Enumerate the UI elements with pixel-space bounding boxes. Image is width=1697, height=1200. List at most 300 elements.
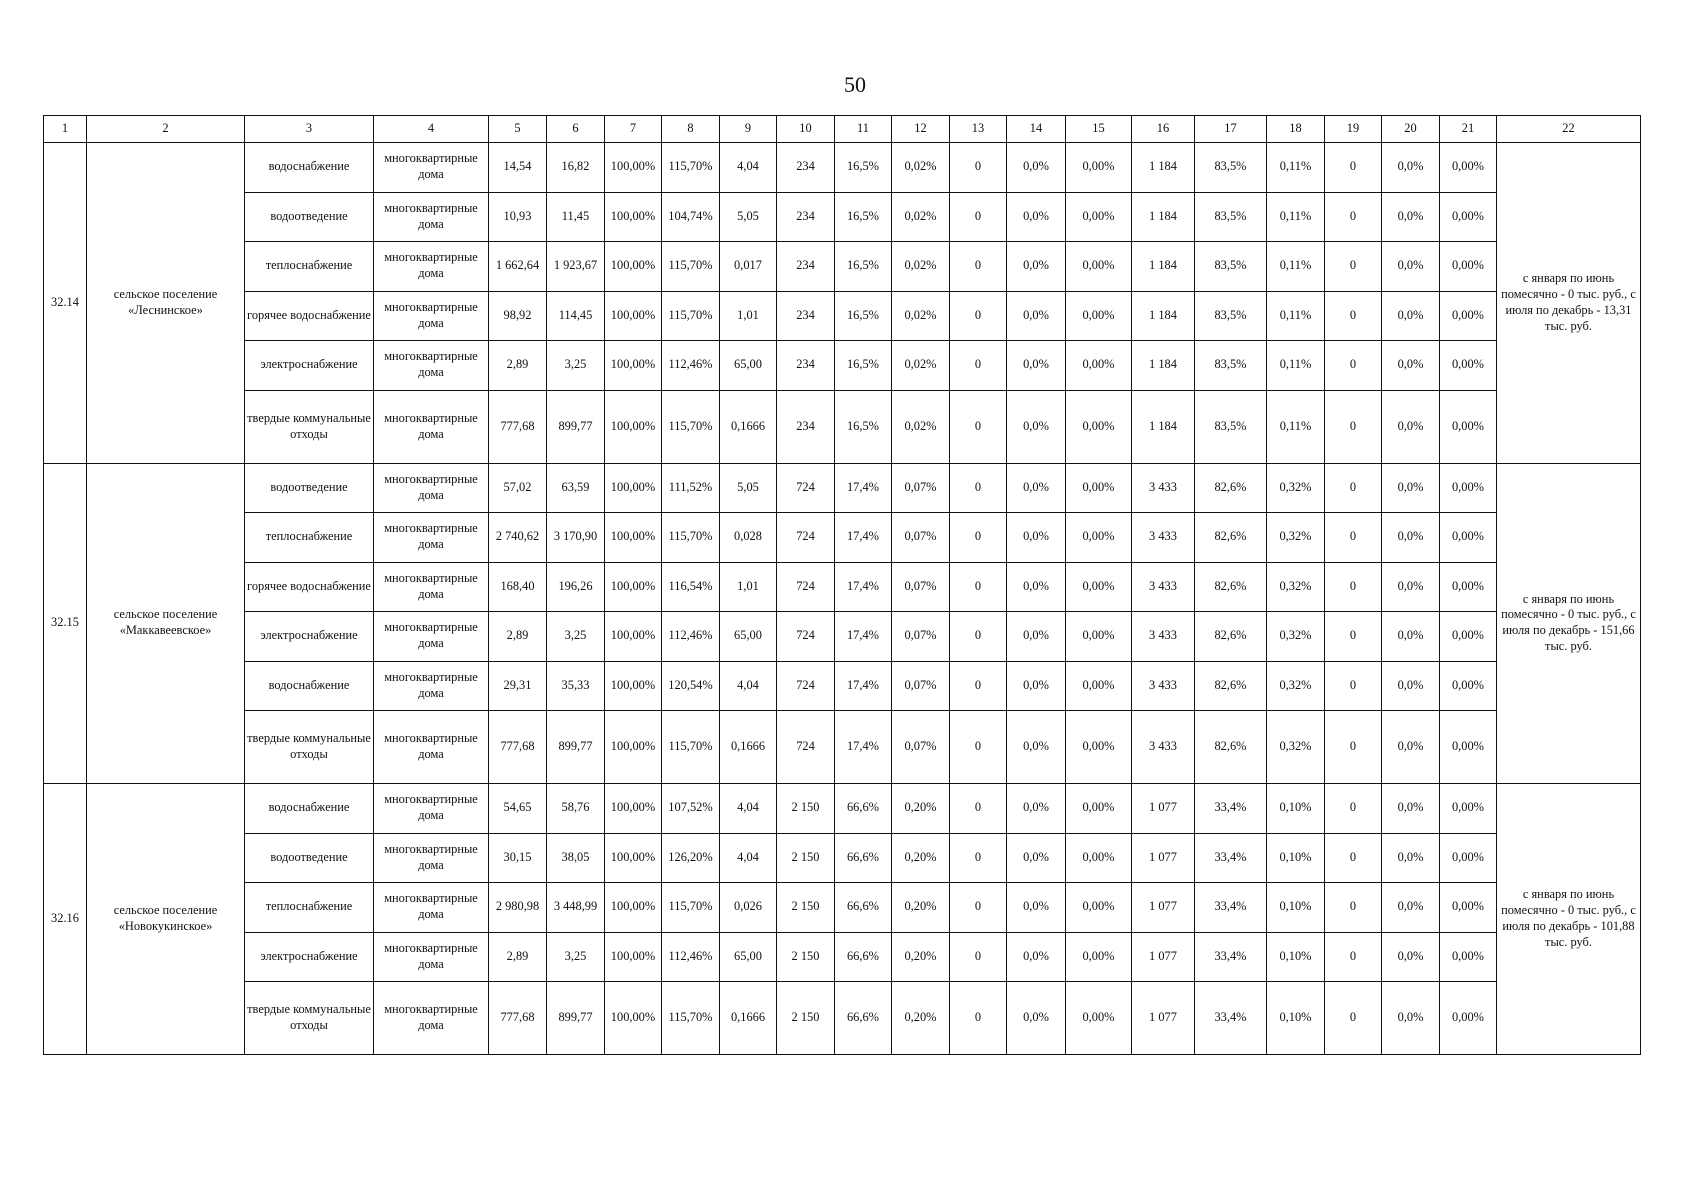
value-cell-21: 0,00% xyxy=(1440,513,1497,563)
value-cell-6: 16,82 xyxy=(547,143,605,193)
value-cell-7: 100,00% xyxy=(605,242,662,292)
value-cell-17: 82,6% xyxy=(1195,513,1267,563)
table-row xyxy=(44,982,1641,1055)
object-type: многоквартирные дома xyxy=(374,982,489,1055)
object-type: многоквартирные дома xyxy=(374,291,489,341)
value-cell-14: 0,0% xyxy=(1007,661,1066,711)
value-cell-13: 0 xyxy=(950,463,1007,513)
value-cell-5: 57,02 xyxy=(489,463,547,513)
column-number: 13 xyxy=(950,116,1007,143)
value-cell-11: 66,6% xyxy=(835,784,892,834)
value-cell-12: 0,07% xyxy=(892,711,950,784)
object-type: многоквартирные дома xyxy=(374,143,489,193)
table-row xyxy=(44,341,1641,391)
value-cell-13: 0 xyxy=(950,390,1007,463)
value-cell-7: 100,00% xyxy=(605,291,662,341)
value-cell-21: 0,00% xyxy=(1440,612,1497,662)
value-cell-18: 0,11% xyxy=(1267,242,1325,292)
value-cell-9: 0,026 xyxy=(720,883,777,933)
column-number: 11 xyxy=(835,116,892,143)
value-cell-14: 0,0% xyxy=(1007,463,1066,513)
value-cell-8: 115,70% xyxy=(662,242,720,292)
value-cell-11: 16,5% xyxy=(835,390,892,463)
value-cell-9: 65,00 xyxy=(720,341,777,391)
value-cell-9: 1,01 xyxy=(720,562,777,612)
value-cell-5: 2 740,62 xyxy=(489,513,547,563)
value-cell-13: 0 xyxy=(950,291,1007,341)
value-cell-21: 0,00% xyxy=(1440,341,1497,391)
table-row xyxy=(44,513,1641,563)
value-cell-6: 3,25 xyxy=(547,612,605,662)
value-cell-9: 4,04 xyxy=(720,661,777,711)
value-cell-19: 0 xyxy=(1325,784,1382,834)
value-cell-15: 0,00% xyxy=(1066,883,1132,933)
value-cell-10: 724 xyxy=(777,612,835,662)
value-cell-5: 98,92 xyxy=(489,291,547,341)
payment-note: с января по июнь помесячно - 0 тыс. руб., с июля по декабрь - 13,31 тыс. руб. xyxy=(1497,143,1641,464)
service-name: водоснабжение xyxy=(245,143,374,193)
value-cell-14: 0,0% xyxy=(1007,513,1066,563)
value-cell-14: 0,0% xyxy=(1007,711,1066,784)
value-cell-9: 0,1666 xyxy=(720,711,777,784)
column-number: 21 xyxy=(1440,116,1497,143)
value-cell-13: 0 xyxy=(950,932,1007,982)
value-cell-14: 0,0% xyxy=(1007,612,1066,662)
value-cell-18: 0,10% xyxy=(1267,833,1325,883)
value-cell-12: 0,20% xyxy=(892,784,950,834)
value-cell-16: 1 184 xyxy=(1132,192,1195,242)
value-cell-21: 0,00% xyxy=(1440,833,1497,883)
value-cell-8: 115,70% xyxy=(662,883,720,933)
value-cell-11: 17,4% xyxy=(835,612,892,662)
table-row xyxy=(44,562,1641,612)
column-number: 20 xyxy=(1382,116,1440,143)
value-cell-12: 0,07% xyxy=(892,612,950,662)
value-cell-17: 33,4% xyxy=(1195,883,1267,933)
row-group-number: 32.14 xyxy=(44,143,87,464)
value-cell-7: 100,00% xyxy=(605,883,662,933)
value-cell-20: 0,0% xyxy=(1382,661,1440,711)
value-cell-20: 0,0% xyxy=(1382,242,1440,292)
value-cell-12: 0,07% xyxy=(892,562,950,612)
value-cell-20: 0,0% xyxy=(1382,711,1440,784)
value-cell-5: 1 662,64 xyxy=(489,242,547,292)
value-cell-6: 3,25 xyxy=(547,341,605,391)
value-cell-6: 114,45 xyxy=(547,291,605,341)
value-cell-5: 29,31 xyxy=(489,661,547,711)
value-cell-20: 0,0% xyxy=(1382,932,1440,982)
value-cell-19: 0 xyxy=(1325,932,1382,982)
value-cell-6: 899,77 xyxy=(547,711,605,784)
value-cell-9: 0,1666 xyxy=(720,390,777,463)
value-cell-9: 65,00 xyxy=(720,612,777,662)
value-cell-15: 0,00% xyxy=(1066,711,1132,784)
value-cell-12: 0,02% xyxy=(892,242,950,292)
value-cell-19: 0 xyxy=(1325,513,1382,563)
value-cell-12: 0,02% xyxy=(892,143,950,193)
value-cell-21: 0,00% xyxy=(1440,661,1497,711)
value-cell-7: 100,00% xyxy=(605,784,662,834)
value-cell-13: 0 xyxy=(950,192,1007,242)
value-cell-10: 234 xyxy=(777,242,835,292)
value-cell-19: 0 xyxy=(1325,883,1382,933)
column-number: 1 xyxy=(44,116,87,143)
column-number: 5 xyxy=(489,116,547,143)
column-number: 17 xyxy=(1195,116,1267,143)
service-name: электроснабжение xyxy=(245,341,374,391)
value-cell-21: 0,00% xyxy=(1440,982,1497,1055)
value-cell-6: 1 923,67 xyxy=(547,242,605,292)
column-number: 4 xyxy=(374,116,489,143)
value-cell-18: 0,32% xyxy=(1267,562,1325,612)
value-cell-16: 3 433 xyxy=(1132,612,1195,662)
value-cell-8: 112,46% xyxy=(662,612,720,662)
value-cell-5: 10,93 xyxy=(489,192,547,242)
value-cell-10: 724 xyxy=(777,711,835,784)
value-cell-15: 0,00% xyxy=(1066,784,1132,834)
value-cell-13: 0 xyxy=(950,513,1007,563)
column-number: 16 xyxy=(1132,116,1195,143)
value-cell-17: 83,5% xyxy=(1195,291,1267,341)
value-cell-21: 0,00% xyxy=(1440,291,1497,341)
service-name: теплоснабжение xyxy=(245,883,374,933)
service-name: твердые коммунальные отходы xyxy=(245,711,374,784)
value-cell-21: 0,00% xyxy=(1440,562,1497,612)
service-name: электроснабжение xyxy=(245,932,374,982)
value-cell-18: 0,11% xyxy=(1267,143,1325,193)
value-cell-9: 0,017 xyxy=(720,242,777,292)
value-cell-8: 115,70% xyxy=(662,711,720,784)
value-cell-14: 0,0% xyxy=(1007,833,1066,883)
value-cell-11: 16,5% xyxy=(835,242,892,292)
value-cell-15: 0,00% xyxy=(1066,390,1132,463)
value-cell-18: 0,10% xyxy=(1267,982,1325,1055)
service-name: водоотведение xyxy=(245,192,374,242)
value-cell-14: 0,0% xyxy=(1007,883,1066,933)
object-type: многоквартирные дома xyxy=(374,932,489,982)
object-type: многоквартирные дома xyxy=(374,341,489,391)
table-row xyxy=(44,192,1641,242)
value-cell-9: 5,05 xyxy=(720,192,777,242)
value-cell-18: 0,11% xyxy=(1267,341,1325,391)
value-cell-16: 1 077 xyxy=(1132,883,1195,933)
value-cell-9: 4,04 xyxy=(720,143,777,193)
value-cell-17: 82,6% xyxy=(1195,463,1267,513)
value-cell-10: 234 xyxy=(777,192,835,242)
service-name: электроснабжение xyxy=(245,612,374,662)
value-cell-7: 100,00% xyxy=(605,341,662,391)
table-row xyxy=(44,833,1641,883)
value-cell-14: 0,0% xyxy=(1007,192,1066,242)
value-cell-11: 66,6% xyxy=(835,982,892,1055)
table-row xyxy=(44,612,1641,662)
value-cell-15: 0,00% xyxy=(1066,661,1132,711)
object-type: многоквартирные дома xyxy=(374,612,489,662)
value-cell-12: 0,07% xyxy=(892,513,950,563)
value-cell-14: 0,0% xyxy=(1007,784,1066,834)
object-type: многоквартирные дома xyxy=(374,463,489,513)
value-cell-20: 0,0% xyxy=(1382,562,1440,612)
value-cell-7: 100,00% xyxy=(605,390,662,463)
value-cell-10: 2 150 xyxy=(777,932,835,982)
service-name: теплоснабжение xyxy=(245,242,374,292)
value-cell-17: 33,4% xyxy=(1195,982,1267,1055)
value-cell-10: 2 150 xyxy=(777,833,835,883)
table-row xyxy=(44,291,1641,341)
value-cell-18: 0,10% xyxy=(1267,784,1325,834)
row-group-number: 32.15 xyxy=(44,463,87,784)
value-cell-16: 1 184 xyxy=(1132,143,1195,193)
value-cell-14: 0,0% xyxy=(1007,341,1066,391)
value-cell-11: 16,5% xyxy=(835,291,892,341)
service-name: горячее водоснабжение xyxy=(245,291,374,341)
value-cell-5: 777,68 xyxy=(489,390,547,463)
object-type: многоквартирные дома xyxy=(374,562,489,612)
value-cell-16: 1 077 xyxy=(1132,784,1195,834)
value-cell-15: 0,00% xyxy=(1066,833,1132,883)
value-cell-15: 0,00% xyxy=(1066,192,1132,242)
column-number: 22 xyxy=(1497,116,1641,143)
value-cell-5: 2,89 xyxy=(489,932,547,982)
value-cell-9: 5,05 xyxy=(720,463,777,513)
value-cell-21: 0,00% xyxy=(1440,711,1497,784)
value-cell-17: 83,5% xyxy=(1195,341,1267,391)
column-number: 8 xyxy=(662,116,720,143)
value-cell-15: 0,00% xyxy=(1066,932,1132,982)
value-cell-11: 17,4% xyxy=(835,562,892,612)
value-cell-20: 0,0% xyxy=(1382,883,1440,933)
value-cell-16: 3 433 xyxy=(1132,661,1195,711)
value-cell-19: 0 xyxy=(1325,982,1382,1055)
value-cell-10: 2 150 xyxy=(777,883,835,933)
value-cell-20: 0,0% xyxy=(1382,192,1440,242)
value-cell-20: 0,0% xyxy=(1382,291,1440,341)
value-cell-20: 0,0% xyxy=(1382,982,1440,1055)
value-cell-10: 724 xyxy=(777,463,835,513)
table-body xyxy=(44,116,1641,1055)
value-cell-17: 83,5% xyxy=(1195,390,1267,463)
value-cell-8: 115,70% xyxy=(662,982,720,1055)
column-number: 15 xyxy=(1066,116,1132,143)
value-cell-13: 0 xyxy=(950,143,1007,193)
value-cell-7: 100,00% xyxy=(605,711,662,784)
value-cell-10: 234 xyxy=(777,143,835,193)
value-cell-14: 0,0% xyxy=(1007,291,1066,341)
value-cell-16: 3 433 xyxy=(1132,711,1195,784)
value-cell-7: 100,00% xyxy=(605,982,662,1055)
value-cell-12: 0,02% xyxy=(892,390,950,463)
value-cell-8: 126,20% xyxy=(662,833,720,883)
value-cell-20: 0,0% xyxy=(1382,390,1440,463)
value-cell-8: 116,54% xyxy=(662,562,720,612)
value-cell-14: 0,0% xyxy=(1007,562,1066,612)
value-cell-18: 0,11% xyxy=(1267,192,1325,242)
value-cell-12: 0,20% xyxy=(892,883,950,933)
value-cell-13: 0 xyxy=(950,784,1007,834)
value-cell-7: 100,00% xyxy=(605,833,662,883)
value-cell-20: 0,0% xyxy=(1382,513,1440,563)
value-cell-13: 0 xyxy=(950,612,1007,662)
value-cell-17: 33,4% xyxy=(1195,833,1267,883)
service-name: твердые коммунальные отходы xyxy=(245,982,374,1055)
value-cell-9: 0,1666 xyxy=(720,982,777,1055)
value-cell-13: 0 xyxy=(950,833,1007,883)
column-number: 7 xyxy=(605,116,662,143)
value-cell-10: 2 150 xyxy=(777,982,835,1055)
value-cell-6: 899,77 xyxy=(547,982,605,1055)
value-cell-12: 0,07% xyxy=(892,661,950,711)
value-cell-17: 83,5% xyxy=(1195,143,1267,193)
value-cell-12: 0,02% xyxy=(892,291,950,341)
value-cell-20: 0,0% xyxy=(1382,463,1440,513)
value-cell-16: 1 184 xyxy=(1132,390,1195,463)
object-type: многоквартирные дома xyxy=(374,711,489,784)
column-number: 3 xyxy=(245,116,374,143)
value-cell-13: 0 xyxy=(950,711,1007,784)
value-cell-9: 65,00 xyxy=(720,932,777,982)
value-cell-18: 0,11% xyxy=(1267,390,1325,463)
value-cell-19: 0 xyxy=(1325,833,1382,883)
value-cell-10: 2 150 xyxy=(777,784,835,834)
object-type: многоквартирные дома xyxy=(374,513,489,563)
column-number: 6 xyxy=(547,116,605,143)
value-cell-19: 0 xyxy=(1325,341,1382,391)
value-cell-6: 63,59 xyxy=(547,463,605,513)
value-cell-8: 115,70% xyxy=(662,143,720,193)
value-cell-8: 112,46% xyxy=(662,341,720,391)
table-row xyxy=(44,143,1641,193)
value-cell-13: 0 xyxy=(950,883,1007,933)
value-cell-8: 104,74% xyxy=(662,192,720,242)
value-cell-13: 0 xyxy=(950,341,1007,391)
value-cell-17: 82,6% xyxy=(1195,562,1267,612)
value-cell-8: 107,52% xyxy=(662,784,720,834)
value-cell-21: 0,00% xyxy=(1440,932,1497,982)
value-cell-16: 1 184 xyxy=(1132,291,1195,341)
value-cell-13: 0 xyxy=(950,242,1007,292)
service-name: твердые коммунальные отходы xyxy=(245,390,374,463)
value-cell-18: 0,32% xyxy=(1267,463,1325,513)
value-cell-19: 0 xyxy=(1325,143,1382,193)
value-cell-7: 100,00% xyxy=(605,562,662,612)
value-cell-16: 1 077 xyxy=(1132,833,1195,883)
value-cell-5: 30,15 xyxy=(489,833,547,883)
value-cell-10: 234 xyxy=(777,291,835,341)
value-cell-12: 0,20% xyxy=(892,932,950,982)
settlement-name: сельское поселение «Маккавеевское» xyxy=(87,463,245,784)
value-cell-8: 115,70% xyxy=(662,513,720,563)
value-cell-12: 0,20% xyxy=(892,982,950,1055)
value-cell-14: 0,0% xyxy=(1007,982,1066,1055)
value-cell-19: 0 xyxy=(1325,242,1382,292)
value-cell-15: 0,00% xyxy=(1066,463,1132,513)
column-number: 10 xyxy=(777,116,835,143)
value-cell-9: 4,04 xyxy=(720,784,777,834)
value-cell-14: 0,0% xyxy=(1007,932,1066,982)
value-cell-20: 0,0% xyxy=(1382,833,1440,883)
value-cell-18: 0,10% xyxy=(1267,932,1325,982)
table-row xyxy=(44,711,1641,784)
value-cell-8: 115,70% xyxy=(662,291,720,341)
row-group-number: 32.16 xyxy=(44,784,87,1055)
column-number-row xyxy=(44,116,1641,143)
value-cell-16: 3 433 xyxy=(1132,562,1195,612)
value-cell-15: 0,00% xyxy=(1066,341,1132,391)
object-type: многоквартирные дома xyxy=(374,833,489,883)
value-cell-21: 0,00% xyxy=(1440,242,1497,292)
value-cell-16: 1 184 xyxy=(1132,341,1195,391)
value-cell-17: 33,4% xyxy=(1195,932,1267,982)
table-row xyxy=(44,883,1641,933)
value-cell-21: 0,00% xyxy=(1440,784,1497,834)
column-number: 18 xyxy=(1267,116,1325,143)
value-cell-7: 100,00% xyxy=(605,143,662,193)
value-cell-6: 3 448,99 xyxy=(547,883,605,933)
value-cell-21: 0,00% xyxy=(1440,883,1497,933)
service-name: теплоснабжение xyxy=(245,513,374,563)
value-cell-19: 0 xyxy=(1325,463,1382,513)
value-cell-12: 0,07% xyxy=(892,463,950,513)
value-cell-17: 83,5% xyxy=(1195,192,1267,242)
settlement-name: сельское поселение «Леснинское» xyxy=(87,143,245,464)
table-row xyxy=(44,932,1641,982)
tariff-table xyxy=(43,115,1641,1055)
value-cell-7: 100,00% xyxy=(605,661,662,711)
value-cell-11: 66,6% xyxy=(835,883,892,933)
settlement-name: сельское поселение «Новокукинское» xyxy=(87,784,245,1055)
column-number: 19 xyxy=(1325,116,1382,143)
value-cell-13: 0 xyxy=(950,562,1007,612)
value-cell-11: 16,5% xyxy=(835,192,892,242)
value-cell-11: 17,4% xyxy=(835,661,892,711)
object-type: многоквартирные дома xyxy=(374,192,489,242)
value-cell-20: 0,0% xyxy=(1382,784,1440,834)
value-cell-19: 0 xyxy=(1325,390,1382,463)
table-row xyxy=(44,784,1641,834)
value-cell-19: 0 xyxy=(1325,612,1382,662)
value-cell-5: 14,54 xyxy=(489,143,547,193)
value-cell-11: 16,5% xyxy=(835,341,892,391)
object-type: многоквартирные дома xyxy=(374,784,489,834)
service-name: водоснабжение xyxy=(245,784,374,834)
value-cell-13: 0 xyxy=(950,661,1007,711)
value-cell-7: 100,00% xyxy=(605,463,662,513)
value-cell-12: 0,02% xyxy=(892,341,950,391)
object-type: многоквартирные дома xyxy=(374,661,489,711)
value-cell-16: 3 433 xyxy=(1132,513,1195,563)
payment-note: с января по июнь помесячно - 0 тыс. руб., с июля по декабрь - 101,88 тыс. руб. xyxy=(1497,784,1641,1055)
value-cell-5: 168,40 xyxy=(489,562,547,612)
value-cell-11: 16,5% xyxy=(835,143,892,193)
value-cell-18: 0,11% xyxy=(1267,291,1325,341)
value-cell-5: 2,89 xyxy=(489,341,547,391)
column-number: 14 xyxy=(1007,116,1066,143)
value-cell-5: 2,89 xyxy=(489,612,547,662)
value-cell-15: 0,00% xyxy=(1066,562,1132,612)
value-cell-8: 115,70% xyxy=(662,390,720,463)
value-cell-6: 3,25 xyxy=(547,932,605,982)
value-cell-16: 1 077 xyxy=(1132,932,1195,982)
column-number: 9 xyxy=(720,116,777,143)
value-cell-20: 0,0% xyxy=(1382,143,1440,193)
value-cell-10: 234 xyxy=(777,390,835,463)
value-cell-20: 0,0% xyxy=(1382,341,1440,391)
value-cell-8: 111,52% xyxy=(662,463,720,513)
column-number: 2 xyxy=(87,116,245,143)
value-cell-6: 35,33 xyxy=(547,661,605,711)
value-cell-5: 777,68 xyxy=(489,982,547,1055)
payment-note: с января по июнь помесячно - 0 тыс. руб., с июля по декабрь - 151,66 тыс. руб. xyxy=(1497,463,1641,784)
